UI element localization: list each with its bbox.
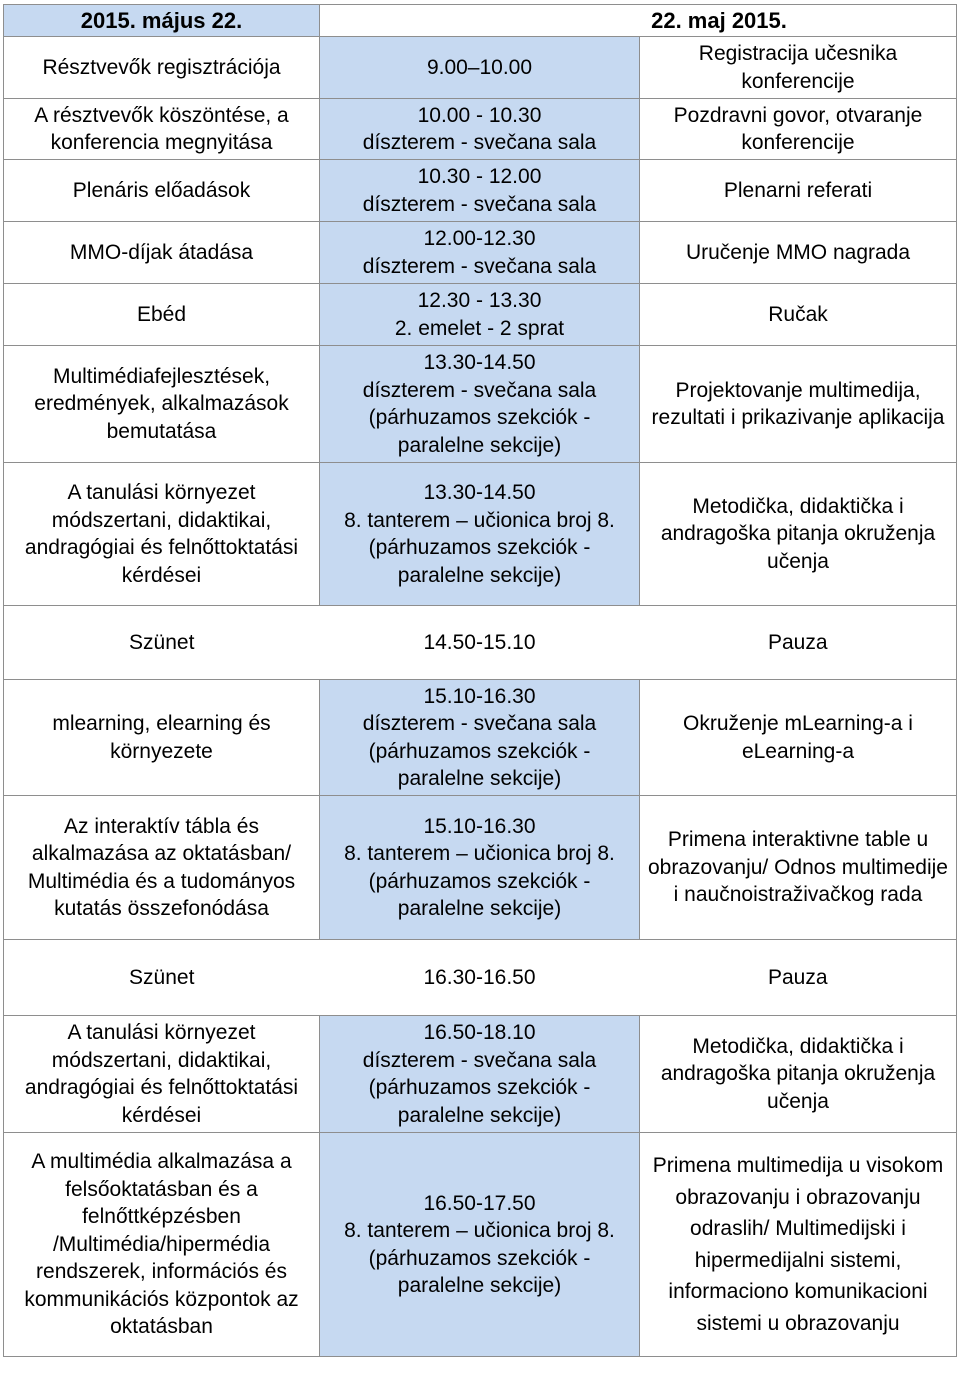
multimedia-time-cell <box>320 346 640 463</box>
break2-time: 16.30-16.50 <box>320 940 640 1016</box>
break2-sr: Pauza <box>640 940 957 1016</box>
awards-room: díszterem - svečana sala <box>362 254 597 278</box>
learning-env-hu: A tanulási környezet módszertani, didaktikai, andragógiai és felnőttoktatási kérdései <box>4 463 320 606</box>
lunch-hu: Ebéd <box>4 284 320 346</box>
learning-env2-hu: A tanulási környezet módszertani, didaktikai, andragógiai és felnőttoktatási kérdései <box>4 1016 320 1133</box>
mlearning-room: díszterem - svečana sala <box>362 712 597 735</box>
multimedia-sr: Projektovanje multimedija, rezultati i prikazivanje aplikacija <box>640 346 957 463</box>
higher-ed-parallel: (párhuzamos szekciók - paralelne sekcije) <box>368 1246 591 1297</box>
mlearning-hu: mlearning, elearning és környezete <box>4 680 320 796</box>
learning-env-time: 13.30-14.50 <box>423 481 536 504</box>
welcome-hu: A résztvevők köszöntése, a konferencia megnyitása <box>4 99 320 160</box>
row-registration <box>4 37 957 99</box>
lunch-room: 2. emelet - 2 sprat <box>394 316 565 340</box>
mlearning-time-cell <box>320 680 640 796</box>
learning-env-room: 8. tanterem – učionica broj 8. <box>344 508 615 532</box>
welcome-time-cell <box>320 99 640 160</box>
row-break-2 <box>4 940 957 1016</box>
lunch-sr: Ručak <box>640 284 957 346</box>
lunch-time-cell <box>320 284 640 346</box>
break1-time: 14.50-15.10 <box>320 606 640 680</box>
registration-time: 9.00–10.00 <box>320 37 640 99</box>
conference-schedule-table <box>3 4 957 1357</box>
learning-env2-time: 16.50-18.10 <box>423 1021 536 1044</box>
row-multimedia <box>4 346 957 463</box>
header-row <box>4 5 957 37</box>
multimedia-room: díszterem - svečana sala <box>362 378 597 402</box>
plenary-room: díszterem - svečana sala <box>362 192 597 216</box>
whiteboard-sr: Primena interaktivne table u obrazovanju/ Odnos multimedije i naučnoistraživačkog rada <box>640 796 957 940</box>
awards-time-cell <box>320 222 640 284</box>
whiteboard-time-cell <box>320 796 640 940</box>
plenary-hu: Plenáris előadások <box>4 160 320 222</box>
break1-hu: Szünet <box>4 606 320 680</box>
date-serbian-cell <box>320 5 957 37</box>
awards-hu: MMO-díjak átadása <box>4 222 320 284</box>
date-hungarian: 2015. május 22. <box>4 5 320 37</box>
row-break-1 <box>4 606 957 680</box>
row-whiteboard <box>4 796 957 940</box>
higher-ed-room: 8. tanterem – učionica broj 8. <box>344 1219 615 1242</box>
awards-sr: Uručenje MMO nagrada <box>640 222 957 284</box>
row-higher-ed <box>4 1133 957 1357</box>
awards-time: 12.00-12.30 <box>423 227 536 250</box>
learning-env2-sr: Metodička, didaktička i andragoška pitanja okruženja učenja <box>640 1016 957 1133</box>
plenary-time-cell <box>320 160 640 222</box>
whiteboard-time: 15.10-16.30 <box>423 814 536 838</box>
row-plenary <box>4 160 957 222</box>
row-awards <box>4 222 957 284</box>
row-lunch <box>4 284 957 346</box>
plenary-sr: Plenarni referati <box>640 160 957 222</box>
multimedia-time: 13.30-14.50 <box>423 351 536 374</box>
learning-env2-room: díszterem - svečana sala <box>362 1048 597 1072</box>
multimedia-parallel: (párhuzamos szekciók - paralelne sekcije) <box>368 406 591 457</box>
welcome-time: 10.00 - 10.30 <box>417 103 542 127</box>
row-learning-env-2 <box>4 1016 957 1133</box>
date-serbian: 22. maj 2015. <box>651 7 787 33</box>
mlearning-sr: Okruženje mLearning-a i eLearning-a <box>640 680 957 796</box>
higher-ed-time-cell <box>320 1133 640 1357</box>
break1-sr: Pauza <box>640 606 957 680</box>
row-mlearning <box>4 680 957 796</box>
registration-hu: Résztvevők regisztrációja <box>4 37 320 99</box>
learning-env2-parallel: (párhuzamos szekciók - paralelne sekcije) <box>368 1076 591 1127</box>
row-welcome <box>4 99 957 160</box>
lunch-time: 12.30 - 13.30 <box>417 289 542 312</box>
plenary-time: 10.30 - 12.00 <box>417 165 542 188</box>
higher-ed-hu: A multimédia alkalmazása a felsőoktatásban és a felnőttképzésben /Multimédia/hipermédia rendszerek, információs és kommunikációs központok az oktatásban <box>4 1133 320 1357</box>
row-learning-env <box>4 463 957 606</box>
mlearning-time: 15.10-16.30 <box>423 684 536 708</box>
welcome-sr: Pozdravni govor, otvaranje konferencije <box>640 99 957 160</box>
break2-hu: Szünet <box>4 940 320 1016</box>
learning-env-time-cell <box>320 463 640 606</box>
welcome-room: díszterem - svečana sala <box>362 131 597 154</box>
registration-sr: Registracija učesnika konferencije <box>640 37 957 99</box>
whiteboard-hu: Az interaktív tábla és alkalmazása az oktatásban/ Multimédia és a tudományos kutatás összefonódása <box>4 796 320 940</box>
mlearning-parallel: (párhuzamos szekciók - paralelne sekcije) <box>368 739 591 790</box>
higher-ed-sr: Primena multimedija u visokom obrazovanju i obrazovanju odraslih/ Multimedijski i hipermedijalni sistemi, informaciono komunikacioni sistemi u obrazovanju <box>640 1133 957 1357</box>
learning-env-parallel: (párhuzamos szekciók - paralelne sekcije) <box>368 536 591 587</box>
learning-env-sr: Metodička, didaktička i andragoška pitanja okruženja učenja <box>640 463 957 606</box>
whiteboard-room: 8. tanterem – učionica broj 8. <box>344 842 615 865</box>
whiteboard-parallel: (párhuzamos szekciók - paralelne sekcije) <box>368 869 591 920</box>
multimedia-hu: Multimédiafejlesztések, eredmények, alkalmazások bemutatása <box>4 346 320 463</box>
learning-env2-time-cell <box>320 1016 640 1133</box>
higher-ed-time: 16.50-17.50 <box>423 1191 536 1215</box>
